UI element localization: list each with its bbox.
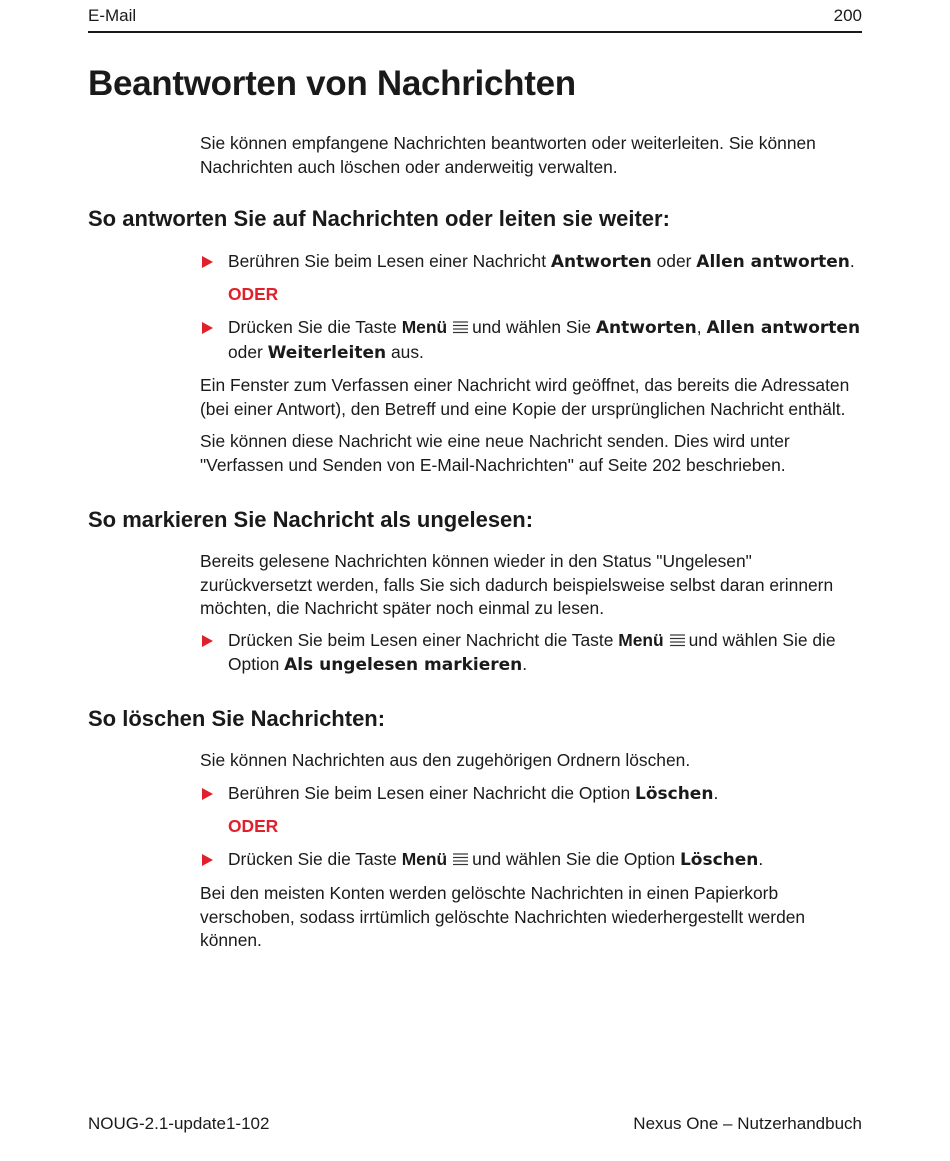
unread-paragraph: Bereits gelesene Nachrichten können wieder in den Status "Ungelesen" zurückversetzt werden, falls Sie sich dadurch beispielsweise selbst daran erinnern möchten, die Nachricht später noch einmal zu lesen.	[200, 551, 834, 618]
bullet-text: .	[758, 849, 764, 869]
delete-paragraph-1: Sie können Nachrichten aus den zugehörigen Ordnern löschen.	[200, 750, 691, 770]
reply-paragraph-1: Ein Fenster zum Verfassen einer Nachricht wird geöffnet, das bereits die Adressaten (bei einer Antwort), den Betreff und eine Kopie der ursprünglichen Nachricht enthält.	[200, 375, 850, 419]
header-page-number: 200	[833, 6, 862, 25]
menu-key-label: Menü	[618, 630, 664, 650]
bullet-text: .	[522, 653, 528, 674]
footer-doc-id: NOUG-2.1-update1-102	[88, 1114, 270, 1133]
bullet-text: oder	[651, 251, 697, 271]
option-reply: Antworten	[550, 252, 652, 272]
triangle-bullet-icon	[202, 854, 213, 866]
bullet-text: und wählen Sie die Option	[472, 849, 680, 869]
bullet-text: .	[713, 783, 719, 803]
triangle-bullet-icon	[202, 788, 213, 800]
reply-heading: So antworten Sie auf Nachrichten oder leiten sie weiter:	[88, 206, 670, 231]
option-forward: Weiterleiten	[267, 342, 387, 363]
page-title: Beantworten von Nachrichten	[88, 64, 576, 103]
bullet-text: ,	[696, 317, 707, 337]
unread-bullet-menu	[200, 629, 865, 677]
option-mark-unread: Als ungelesen markieren	[284, 654, 523, 675]
unread-heading: So markieren Sie Nachricht als ungelesen:	[88, 507, 534, 532]
bullet-text: Drücken Sie die Taste	[228, 317, 402, 337]
reply-paragraph-2: Sie können diese Nachricht wie eine neue Nachricht senden. Dies wird unter "Verfassen und Senden von E-Mail-Nachrichten" auf Seite 202 beschrieben.	[200, 431, 790, 475]
menu-key-label: Menü	[401, 317, 448, 337]
bullet-text: oder	[228, 341, 268, 362]
option-reply-all: Allen antworten	[706, 318, 861, 338]
delete-paragraph-2: Bei den meisten Konten werden gelöschte Nachrichten in einen Papierkorb verschoben, sodass irrtümlich gelöschte Nachrichten wiederhergestellt werden können.	[200, 883, 806, 950]
option-reply-all: Allen antworten	[696, 252, 850, 272]
option-delete: Löschen	[679, 850, 759, 870]
bullet-text: Drücken Sie die Taste	[228, 849, 402, 869]
triangle-bullet-icon	[202, 322, 213, 334]
option-delete: Löschen	[634, 784, 714, 804]
delete-bullet-menu	[200, 848, 865, 873]
bullet-text: Drücken Sie beim Lesen einer Nachricht die Taste	[228, 630, 619, 650]
header-section: E-Mail	[88, 6, 137, 25]
menu-lines-icon	[452, 320, 469, 335]
bullet-text: .	[849, 251, 855, 271]
option-reply: Antworten	[595, 318, 697, 338]
page-header	[88, 0, 862, 33]
bullet-text: Berühren Sie beim Lesen einer Nachricht	[228, 251, 551, 271]
bullet-text: aus.	[386, 341, 424, 362]
delete-bullet-touch	[200, 782, 865, 807]
menu-key-label: Menü	[401, 849, 448, 869]
intro-paragraph: Sie können empfangene Nachrichten beantworten oder weiterleiten. Sie können Nachrichten auch löschen oder anderweitig verwalten.	[200, 133, 816, 177]
bullet-text: Berühren Sie beim Lesen einer Nachricht die Option	[228, 783, 635, 803]
footer-doc-title: Nexus One – Nutzerhandbuch	[633, 1114, 862, 1133]
delete-heading: So löschen Sie Nachrichten:	[88, 706, 386, 731]
triangle-bullet-icon	[202, 256, 213, 268]
triangle-bullet-icon	[202, 635, 213, 647]
menu-lines-icon	[669, 633, 686, 648]
bullet-text: und wählen Sie	[472, 317, 596, 337]
reply-bullet-touch	[200, 250, 865, 275]
menu-lines-icon	[452, 852, 469, 867]
oder-label: ODER	[228, 284, 279, 304]
oder-label: ODER	[228, 816, 279, 836]
reply-bullet-menu	[200, 316, 865, 365]
bullet-text: und wählen Sie die Option	[228, 630, 836, 674]
